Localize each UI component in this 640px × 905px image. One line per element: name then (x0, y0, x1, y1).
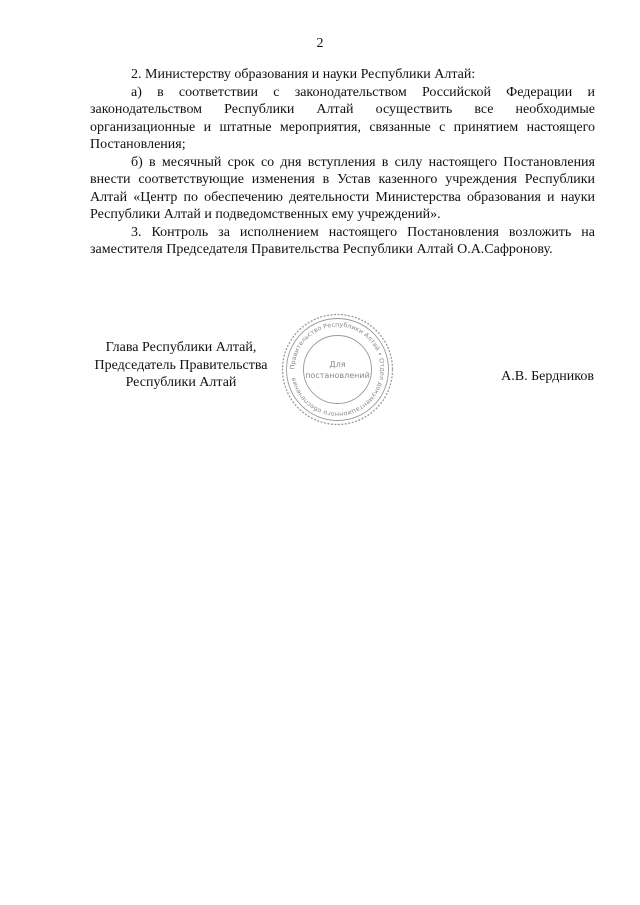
stamp-ring-text-path: Правительство Республики Алтай • Отдел документационного обеспечения (289, 321, 386, 418)
paragraph-control: 3. Контроль за исполнением настоящего Постановления возложить на заместителя Председателя Правительства Республики Алтай О.А.Сафронову. (90, 224, 595, 257)
paragraph-item-b: б) в месячный срок со дня вступления в силу настоящего Постановления внести соответствующие изменения в Устав казенного учреждения Республики Алтай «Центр по обеспечению деятельности Министерства образования и науки Республики Алтай и подведомственных ему учреждений». (90, 154, 595, 222)
stamp-inner-ring (304, 336, 372, 404)
page-number: 2 (316, 36, 324, 51)
stamp-center-line: постановлений (305, 371, 370, 380)
document-body (90, 66, 595, 259)
stamp-ring-border (287, 319, 389, 421)
signatory-position-line: Председатель Правительства (94, 357, 268, 373)
official-stamp (280, 312, 395, 427)
signatory-name: А.В. Бердников (501, 369, 594, 384)
stamp-outer-ring (283, 315, 393, 425)
signatory-position (91, 339, 271, 392)
signatory-position-line: Глава Республики Алтай, (105, 340, 257, 355)
paragraph-ministry: 2. Министерству образования и науки Республики Алтай: (131, 67, 476, 82)
stamp-center-line: Для (329, 360, 346, 369)
paragraph-item-a: а) в соответствии с законодательством Российской Федерации и законодательством Республики Алтай осуществить все необходимые организационные и штатные мероприятия, связанные с принятием настоящего Постановления; (90, 84, 595, 152)
signatory-position-line: Республики Алтай (125, 375, 237, 390)
